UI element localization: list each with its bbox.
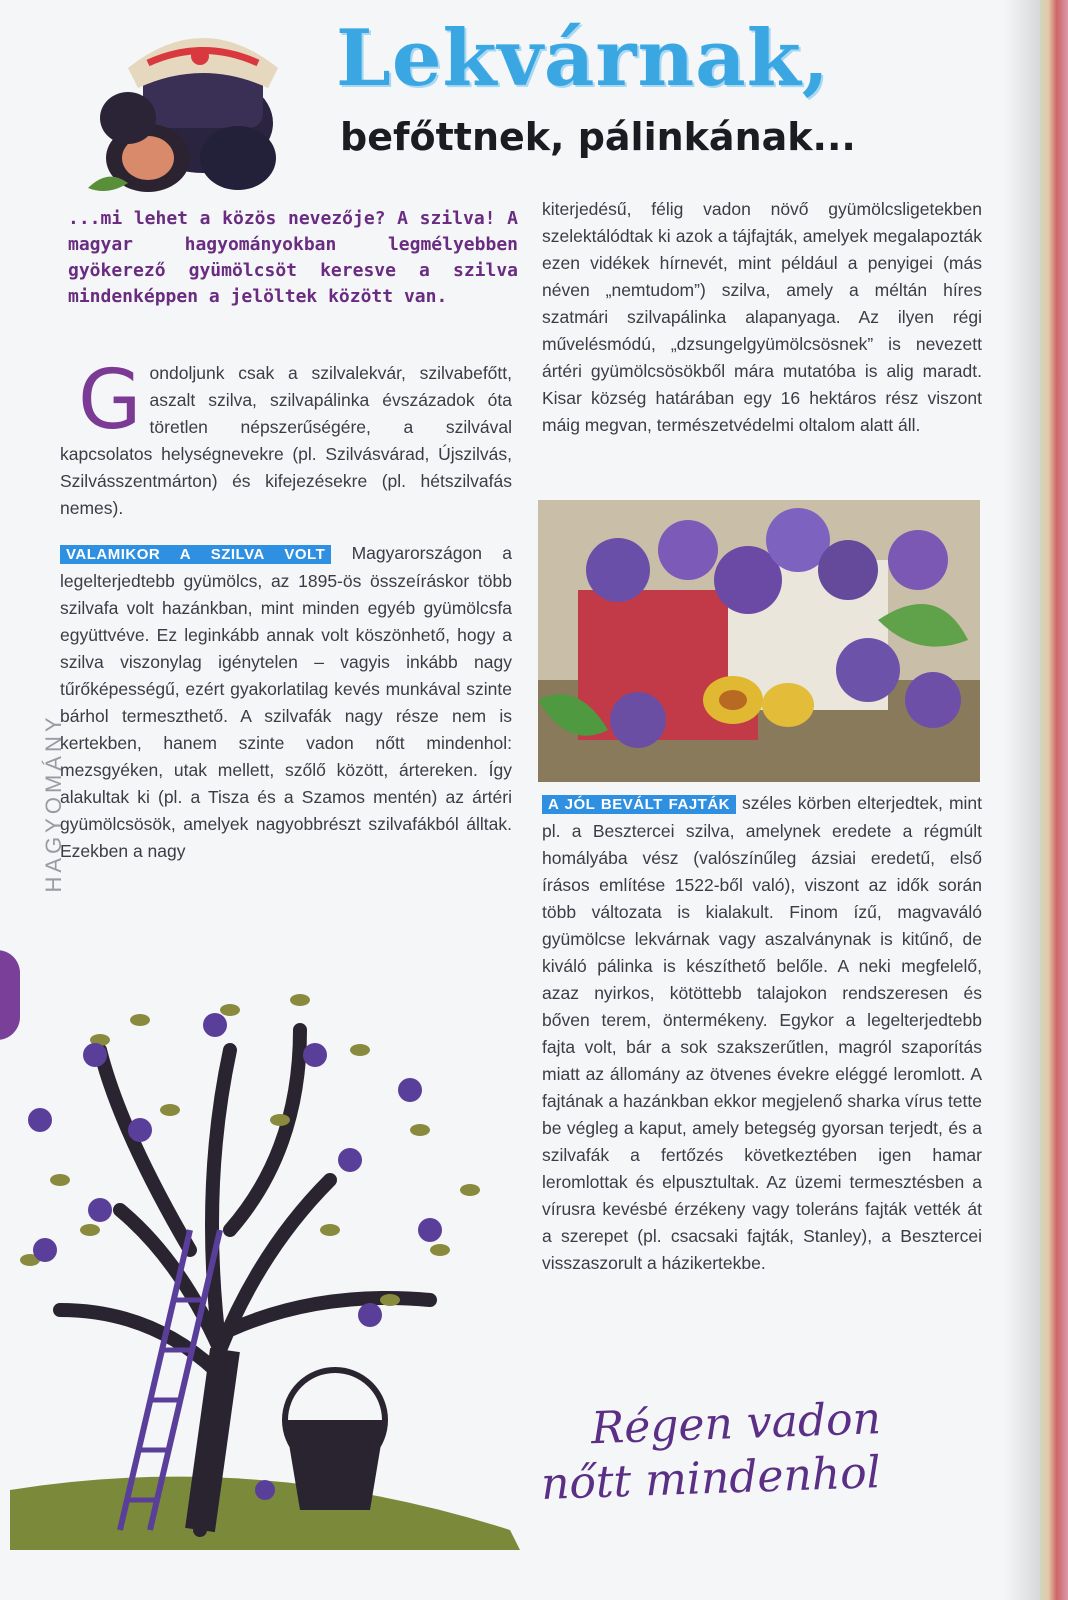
plum-tree-illustration <box>0 930 520 1550</box>
history-text: Magyarországon a legelterjedtebb gyümölcs, az 1895-ös összeíráskor több szilvafa volt hazánkban, mint minden egyéb gyümölcsfa együttvéve. Ez leginkább annak volt köszönhető, hogy a szilva viszonylag igénytelen – vagyis inkább nagy tűrőképességű, ezért gyakorlatilag kevés munkával szinte bárhol termeszthető. A szilvafák nagy része nem is kertekben, hanem szinte vadon nőtt mindenhol: mezsgyéken, utak mellett, szőlő között, ártereken. Így alakultak ki (pl. a Tisza és a Szamos mentén) az ártéri gyümölcsösök, amelyek nagyobbrészt szilvafákból álltak. Ezekben a nagy <box>60 543 512 861</box>
drop-cap: G <box>78 353 142 448</box>
continuation-paragraph: kiterjedésű, félig vadon növő gyümölcsligetekben szelektálódtak ki azok a tájfajták, amelyek megalapozták ezen vidékek hírnevét, mint például a penyigei (más néven „nemtudom”) szilva, amely a méltán híres szatmári szilvapálinka alapanyaga. Az ilyen régi művelésmódú, „dzsungelgyümölcsösnek” is nevezett ártéri gyümölcsösökből mára mutatóba is alig maradt. Kisar község határában egy 16 hektáros rész viszont máig megvan, természetvédelmi oltalom alatt áll. <box>542 199 982 435</box>
handwritten-line-1: Régen vadon <box>590 1393 882 1455</box>
section-highlight: A JÓL BEVÁLT FAJTÁK <box>542 795 736 814</box>
intro-paragraph <box>60 353 512 522</box>
lead-paragraph: ...mi lehet a közös nevezője? A szilva! A magyar hagyományokban legmélyebben gyökerező gyümölcsöt keresve a szilva mindenképpen a jelöltek között van. <box>68 208 518 307</box>
varieties-text: széles körben elterjedtek, mint pl. a Besztercei szilva, amelynek eredete a régmúlt homályába vész (valószínűleg ázsiai eredetű, első írásos említése 1522-ből való), viszont az idők során több változata is kialakult. Finom ízű, magvaváló gyümölcse lekvárnak vagy aszalványnak is kitűnő, de kiváló pálinka is készíthető belőle. A neki megfelelő, azaz nyirkos, kötöttebb talajokon rendszeresen és bőven terem, öntermékeny. Egykor a legelterjedtebb fajta volt, bár a sok szakszerűtlen, magról szaporítás miatt az állomány az ötvenes évekre eléggé leromlott. A fajtának a hazánkban ekkor megjelenő sharka vírus tette be végleg a kaput, amely betegség gyorsan terjedt, és a szilvafák a fertőzés következtében igen hamar leromlottak és elpusztultak. Az üzemi termesztésben a vírusra kevésbé érzékeny vagy toleráns fajták vették át a szerepet (pl. csacsaki fajták, Stanley), a Besztercei visszaszorult a házikertekbe. <box>542 793 982 1273</box>
page-shadow <box>1004 0 1040 1600</box>
handwritten-caption <box>538 1388 1001 1512</box>
history-paragraph <box>60 540 512 865</box>
plums-photo <box>538 500 980 782</box>
next-page-edge <box>1040 0 1068 1600</box>
handwritten-line-2: nőtt mindenhol <box>540 1447 882 1510</box>
intro-text: ondoljunk csak a szilvalekvár, szilvabefőtt, aszalt szilva, szilvapálinka évszázadok óta töretlen népszerűségére, a szilvával kapcsolatos helységnevekre (pl. Szilvásvárad, Újszilvás, Szilvásszentmárton) és kifejezésekre (pl. hétszilvafás nemes). <box>60 363 512 518</box>
section-side-label: HAGYOMÁNY <box>41 713 66 893</box>
page-subtitle: befőttnek, pálinkának... <box>340 115 856 159</box>
section-highlight: VALAMIKOR A SZILVA VOLT <box>60 545 331 564</box>
page-title: Lekvárnak, <box>336 13 830 104</box>
jam-jar-illustration <box>88 18 298 198</box>
varieties-paragraph <box>542 790 982 1277</box>
